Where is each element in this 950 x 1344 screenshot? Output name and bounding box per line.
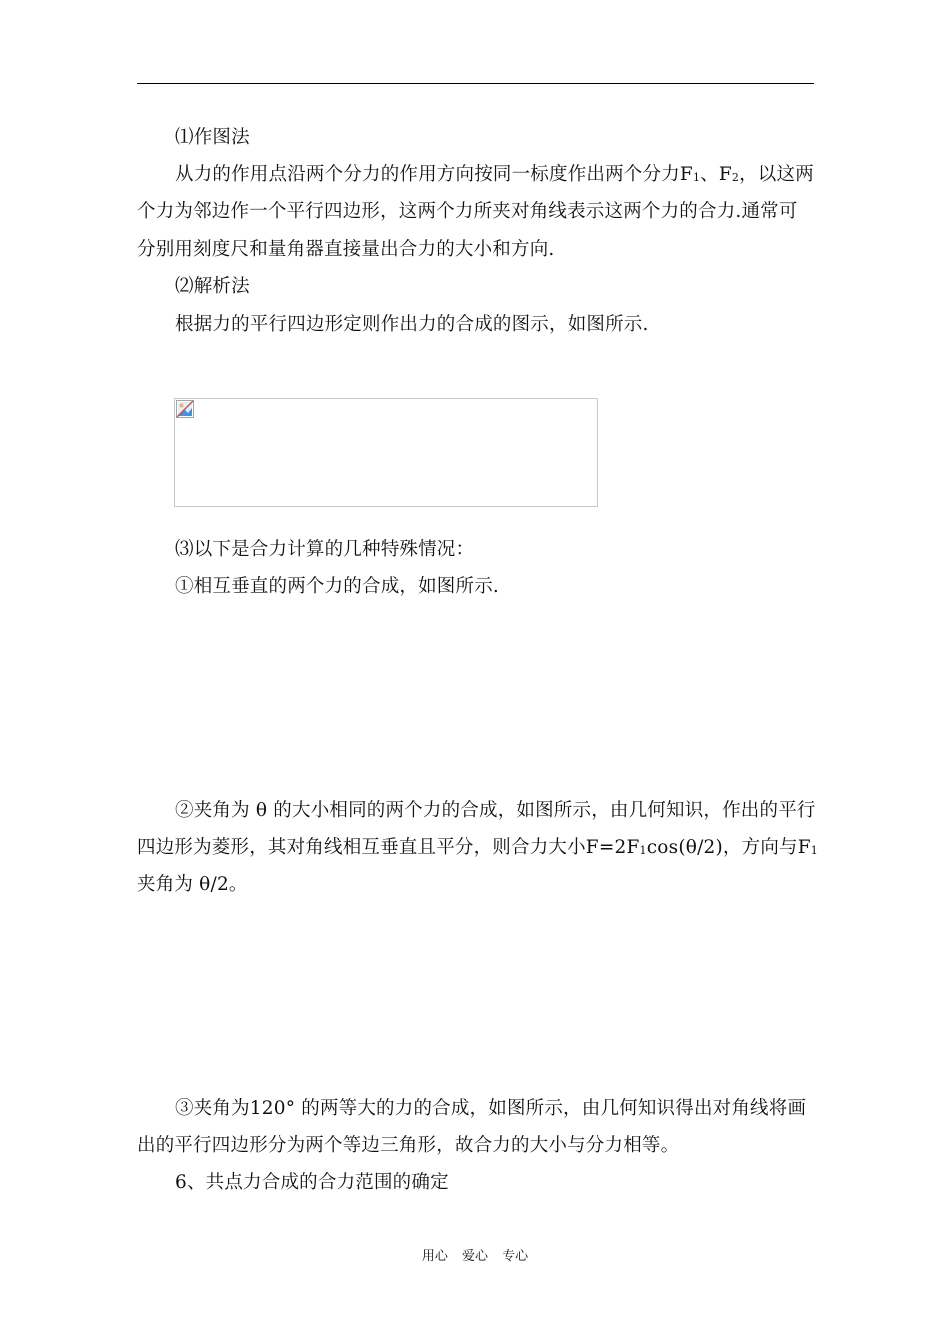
case-1-text: ①相互垂直的两个力的合成，如图所示. <box>175 576 499 597</box>
section-1-paragraph-line-1: 从力的作用点沿两个分力的作用方向按同一标度作出两个分力$F_1$、$F_2$，以这两 <box>175 164 814 185</box>
case-3-line-1: ③夹角为120° 的两等大的力的合成，如图所示，由几何知识得出对角线将画 <box>175 1098 807 1119</box>
section-2-title: ⑵解析法 <box>175 276 250 297</box>
figure-placeholder <box>174 398 598 507</box>
section-2-paragraph: 根据力的平行四边形定则作出力的合成的图示，如图所示. <box>175 314 649 335</box>
section-1-title: ⑴作图法 <box>175 127 250 148</box>
section-1-paragraph-line-2: 个力为邻边作一个平行四边形，这两个力所夹对角线表示这两个力的合力.通常可 <box>137 201 798 222</box>
case-2-line-3: 夹角为 θ/2。 <box>137 874 248 895</box>
section-3-title: ⑶以下是合力计算的几种特殊情况： <box>175 539 475 560</box>
section-1-paragraph-line-3: 分别用刻度尺和量角器直接量出合力的大小和方向. <box>137 239 555 260</box>
broken-image-icon <box>176 400 194 418</box>
footer-text-2: 爱心 <box>461 1249 488 1264</box>
case-2-line-1: ②夹角为 θ 的大小相同的两个力的合成，如图所示，由几何知识，作出的平行 <box>175 800 816 821</box>
page-footer <box>0 1248 950 1266</box>
case-3-line-2: 出的平行四边形分为两个等边三角形，故合力的大小与分力相等。 <box>137 1135 680 1156</box>
footer-text-3: 专心 <box>502 1249 529 1264</box>
header-rule <box>137 83 814 84</box>
footer-text-1: 用心 <box>421 1249 448 1264</box>
section-6-title: 6、共点力合成的合力范围的确定 <box>175 1172 449 1193</box>
case-2-line-2: 四边形为菱形，其对角线相互垂直且平分，则合力大小$F=2F_1\cos(\theta/2)$，方向与$F_1$ <box>137 837 818 858</box>
